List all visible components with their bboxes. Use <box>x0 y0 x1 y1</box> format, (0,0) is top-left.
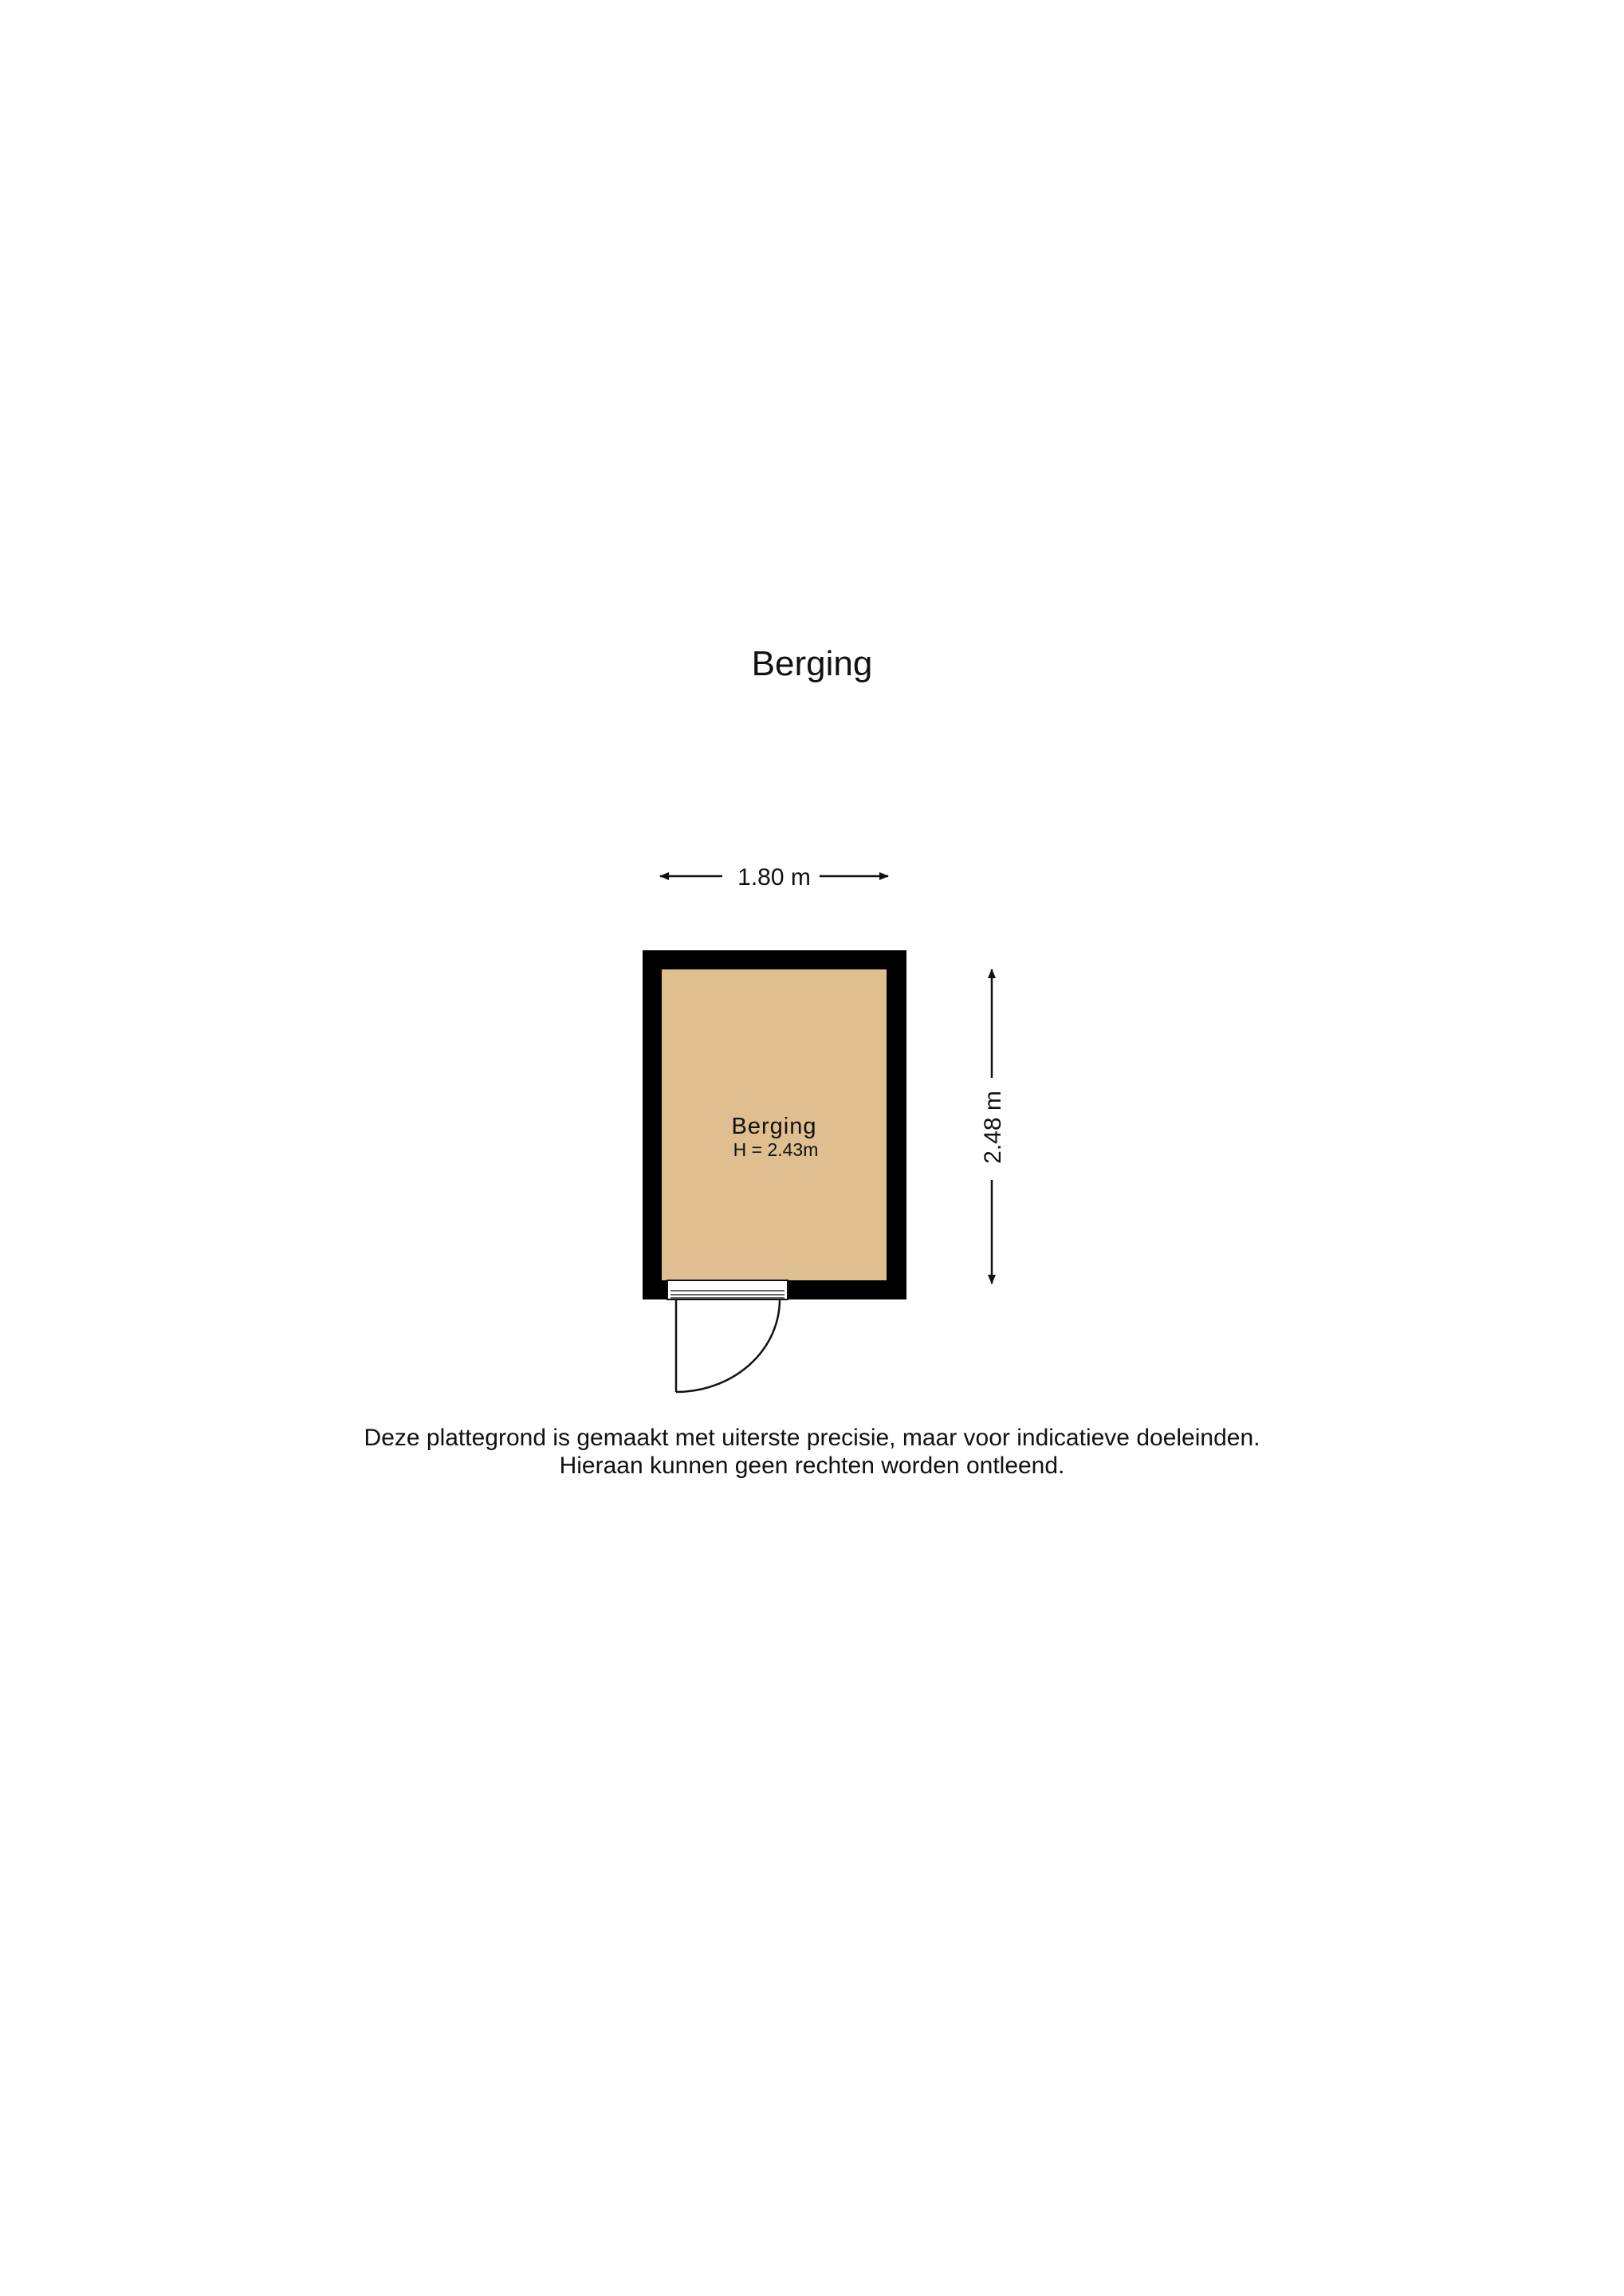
door-frame <box>667 1280 788 1299</box>
wall-right <box>887 950 906 1299</box>
height-dimension <box>980 969 1006 1284</box>
width-dimension <box>660 864 888 890</box>
page-title: Berging <box>751 644 873 683</box>
room-name: Berging <box>731 1114 817 1139</box>
disclaimer <box>0 1424 1624 1480</box>
wall-bottom-left <box>643 1280 667 1299</box>
disclaimer-line-1: Deze plattegrond is gemaakt met uiterste precisie, maar voor indicatieve doeleinden. <box>364 1425 1260 1451</box>
door-swing <box>676 1299 780 1392</box>
door-swing-arc <box>676 1299 780 1392</box>
disclaimer-line-2: Hieraan kunnen geen rechten worden ontleend. <box>559 1453 1065 1479</box>
width-dimension-label: 1.80 m <box>737 864 811 890</box>
room-height: H = 2.43m <box>733 1139 819 1160</box>
wall-top <box>643 950 906 969</box>
wall-bottom-right <box>788 1280 906 1299</box>
door-threshold <box>667 1280 788 1299</box>
height-dimension-label: 2.48 m <box>980 1091 1006 1164</box>
wall-left <box>643 950 662 1299</box>
